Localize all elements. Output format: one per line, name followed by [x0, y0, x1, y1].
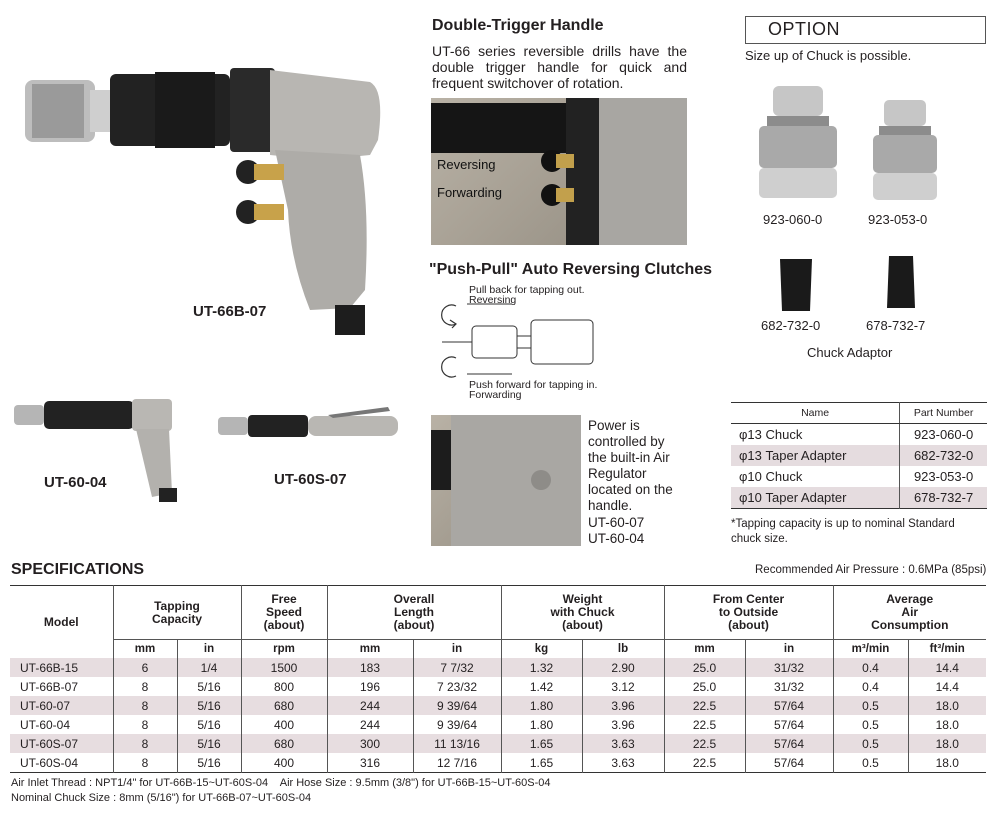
table-cell: 183 [327, 658, 413, 677]
option-subtitle: Size up of Chuck is possible. [745, 48, 912, 63]
reversing-text: Reversing [469, 294, 517, 306]
unit-cell: kg [501, 640, 582, 659]
chuck-923053-image [870, 100, 940, 204]
chuck-923053-label: 923-053-0 [868, 212, 928, 227]
table-cell: 8 [113, 696, 177, 715]
table-cell: 680 [241, 734, 327, 753]
unit-cell: in [413, 640, 501, 659]
model-label-ut60s07: UT-60S-07 [274, 471, 347, 488]
table-cell: 3.63 [582, 753, 664, 773]
table-cell: 400 [241, 715, 327, 734]
table-cell: 5/16 [177, 753, 241, 773]
table-cell: 8 [113, 734, 177, 753]
table-cell: 57/64 [745, 715, 833, 734]
model-cell: UT-60S-07 [10, 734, 113, 753]
table-cell: 0.5 [833, 715, 908, 734]
table-cell: 25.0 [664, 658, 745, 677]
header-weight: Weight with Chuck (about) [501, 586, 664, 640]
model-cell: UT-66B-07 [20, 679, 79, 694]
table-cell: 22.5 [664, 715, 745, 734]
table-row [10, 715, 986, 734]
table-row: φ13 Chuck 923-060-0 [731, 424, 987, 446]
table-cell: 1.42 [501, 677, 582, 696]
table-cell: 316 [327, 753, 413, 773]
table-row: φ10 Chuck 923-053-0 [731, 466, 987, 487]
table-cell: 7 7/32 [413, 658, 501, 677]
table-cell: 57/64 [745, 696, 833, 715]
table-cell: 400 [241, 753, 327, 773]
parts-header-number: Part Number [900, 403, 987, 424]
model-cell: UT-60-04 [20, 717, 71, 732]
table-cell: 5/16 [177, 715, 241, 734]
table-cell: 0.4 [833, 658, 908, 677]
table-row [10, 696, 986, 715]
model-cell: UT-66B-15 [10, 658, 113, 677]
table-cell: 0.5 [833, 734, 908, 753]
table-cell: 244 [327, 715, 413, 734]
table-cell: 2.90 [582, 658, 664, 677]
model-cell: UT-60-07 [10, 696, 113, 715]
table-cell: 0.4 [833, 677, 908, 696]
table-cell: 196 [327, 677, 413, 696]
unit-cell: rpm [241, 640, 327, 659]
table-cell: 9 39/64 [413, 715, 501, 734]
table-cell: 3.96 [582, 696, 664, 715]
specs-table [10, 585, 986, 773]
header-model: Model [43, 614, 79, 629]
air-regulator-photo [431, 415, 581, 546]
parts-header-name: Name [731, 403, 900, 424]
header-tapping: Tapping Capacity [113, 586, 241, 640]
chuck-adaptor-label: Chuck Adaptor [807, 345, 893, 360]
table-cell: 12 7/16 [413, 753, 501, 773]
table-cell: 18.0 [908, 734, 986, 753]
unit-cell: lb [582, 640, 664, 659]
header-center-outside: From Center to Outside (about) [664, 586, 833, 640]
table-cell: 1/4 [177, 658, 241, 677]
push-pull-title: "Push-Pull" Auto Reversing Clutches [429, 261, 713, 278]
table-cell: 3.12 [582, 677, 664, 696]
table-cell: 1.80 [501, 696, 582, 715]
double-trigger-text: UT-66 series reversible drills have the double trigger handle for quick and frequent switchover of rotation. [432, 43, 687, 91]
table-cell: 1.65 [501, 734, 582, 753]
double-trigger-photo [431, 98, 687, 245]
table-row: φ13 Taper Adapter 682-732-0 [731, 445, 987, 466]
double-trigger-title: Double-Trigger Handle [432, 17, 604, 34]
push-pull-diagram [432, 298, 602, 380]
power-text: Power is controlled by the built-in Air Regulator located on the handle. [588, 418, 673, 513]
table-cell: 3.96 [582, 715, 664, 734]
table-cell: 18.0 [908, 753, 986, 773]
adaptor-678732-image [885, 254, 917, 310]
parts-note: *Tapping capacity is up to nominal Standard chuck size. [731, 518, 955, 545]
drill-ut60s07-image [218, 405, 403, 445]
reversing-label: Reversing [437, 157, 496, 172]
table-cell: 31/32 [745, 677, 833, 696]
specs-title: SPECIFICATIONS [11, 561, 145, 578]
option-box [745, 16, 986, 44]
table-row [10, 677, 986, 696]
table-row [10, 658, 986, 677]
table-row [10, 753, 986, 773]
adaptor-682732-label: 682-732-0 [761, 318, 821, 333]
table-cell: 31/32 [745, 658, 833, 677]
unit-cell: mm [327, 640, 413, 659]
power-model-2: UT-60-04 [588, 531, 645, 546]
table-cell: 680 [241, 696, 327, 715]
table-cell: 3.63 [582, 734, 664, 753]
power-model-1: UT-60-07 [588, 515, 645, 530]
air-pressure-note: Recommended Air Pressure : 0.6MPa (85psi) [755, 564, 987, 576]
table-cell: 18.0 [908, 715, 986, 734]
table-cell: 7 23/32 [413, 677, 501, 696]
table-cell: 57/64 [745, 753, 833, 773]
table-row: φ10 Taper Adapter 678-732-7 [731, 487, 987, 509]
table-cell: 6 [113, 658, 177, 677]
table-cell: 22.5 [664, 734, 745, 753]
table-cell: 300 [327, 734, 413, 753]
model-label-ut6004: UT-60-04 [44, 474, 107, 491]
forwarding-text: Forwarding [469, 389, 522, 401]
header-overall-length: Overall Length (about) [327, 586, 501, 640]
table-cell: 0.5 [833, 753, 908, 773]
table-cell: 22.5 [664, 696, 745, 715]
chuck-923060-image [755, 86, 841, 206]
chuck-923060-label: 923-060-0 [763, 212, 823, 227]
table-cell: 1.65 [501, 753, 582, 773]
table-row [10, 734, 986, 753]
table-cell: 1.32 [501, 658, 582, 677]
parts-table [731, 402, 987, 509]
pull-back-text: Pull back for tapping out. [469, 284, 585, 296]
unit-cell: mm [113, 640, 177, 659]
model-label-ut66b07: UT-66B-07 [193, 303, 267, 320]
table-cell: 22.5 [664, 753, 745, 773]
table-cell: 8 [113, 677, 177, 696]
unit-cell: in [177, 640, 241, 659]
adaptor-682732-image [778, 257, 814, 313]
header-air-consumption: Average Air Consumption [833, 586, 986, 640]
table-cell: 1500 [241, 658, 327, 677]
table-cell: 57/64 [745, 734, 833, 753]
table-cell: 800 [241, 677, 327, 696]
table-cell: 244 [327, 696, 413, 715]
table-cell: 5/16 [177, 696, 241, 715]
table-cell: 9 39/64 [413, 696, 501, 715]
unit-cell: in [745, 640, 833, 659]
unit-cell: ft³/min [908, 640, 986, 659]
table-cell: 0.5 [833, 696, 908, 715]
table-cell: 5/16 [177, 677, 241, 696]
table-cell: 1.80 [501, 715, 582, 734]
model-cell: UT-60S-04 [20, 755, 79, 770]
unit-cell: mm [664, 640, 745, 659]
option-title: OPTION [768, 19, 841, 39]
header-free-speed: Free Speed (about) [241, 586, 327, 640]
table-cell: 8 [113, 715, 177, 734]
unit-cell: m³/min [833, 640, 908, 659]
table-cell: 18.0 [908, 696, 986, 715]
table-cell: 5/16 [177, 734, 241, 753]
footnote-line-2: Nominal Chuck Size : 8mm (5/16") for UT-66B-07~UT-60S-04 [11, 792, 312, 804]
adaptor-678732-label: 678-732-7 [866, 318, 926, 333]
table-cell: 14.4 [908, 677, 986, 696]
forwarding-label: Forwarding [437, 185, 503, 200]
table-cell: 11 13/16 [413, 734, 501, 753]
table-cell: 25.0 [664, 677, 745, 696]
push-forward-text: Push forward for tapping in. [469, 379, 598, 391]
footnote-line-1: Air Inlet Thread : NPT1/4" for UT-66B-15~UT-60S-04 Air Hose Size : 9.5mm (3/8") for UT-66B-15~UT-60S-04 [11, 777, 551, 789]
table-cell: 8 [113, 753, 177, 773]
table-cell: 14.4 [908, 658, 986, 677]
